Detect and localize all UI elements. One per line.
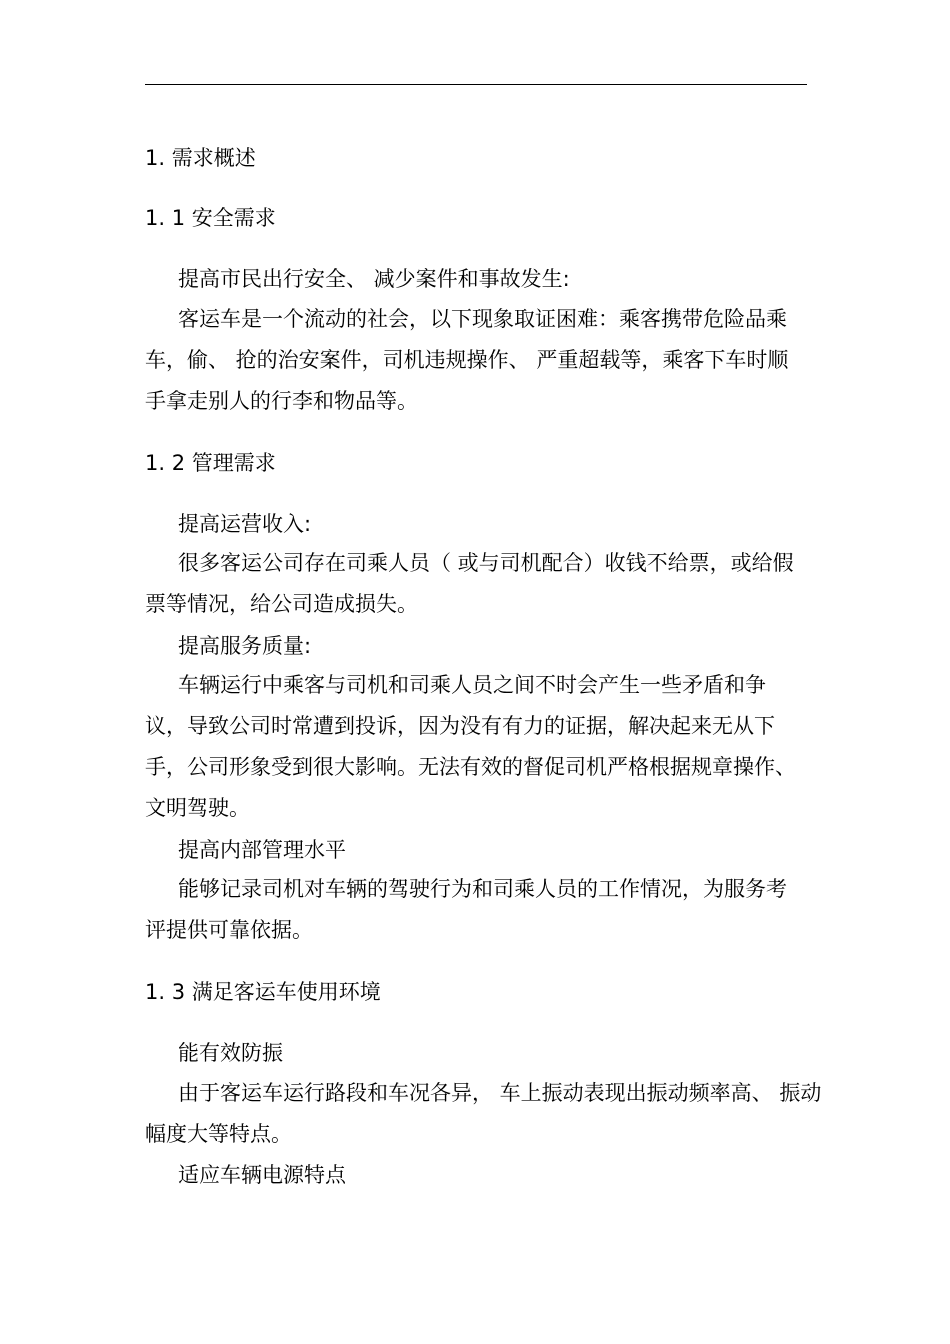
paragraph-service: 车辆运行中乘客与司机和司乘人员之间不时会产生一些矛盾和争议，导致公司时常遭到投诉，因为没有有力的证据，解决起来无从下手，公司形象受到很大影响。无法有效的督促司机严格根据规章操作、 文明驾驶。 <box>145 673 796 820</box>
heading-1-1: 1. 1 安全需求 <box>145 206 276 230</box>
subheading-vibration: 能有效防振 <box>178 1041 283 1065</box>
heading-1: 1. 需求概述 <box>145 146 256 170</box>
subheading-safety: 提高市民出行安全、 减少案件和事故发生: <box>178 267 570 291</box>
paragraph-internal: 能够记录司机对车辆的驾驶行为和司乘人员的工作情况，为服务考评提供可靠依据。 <box>145 877 787 942</box>
paragraph-revenue: 很多客运公司存在司乘人员（ 或与司机配合）收钱不给票，或给假票等情况，给公司造成损失。 <box>145 551 794 616</box>
subheading-service: 提高服务质量: <box>178 634 312 658</box>
subheading-internal: 提高内部管理水平 <box>178 838 346 862</box>
header-rule <box>145 84 807 85</box>
paragraph-vibration: 由于客运车运行路段和车况各异， 车上振动表现出振动频率高、 振动幅度大等特点。 <box>145 1081 822 1146</box>
subheading-power: 适应车辆电源特点 <box>178 1163 346 1187</box>
paragraph-safety: 客运车是一个流动的社会，以下现象取证困难：乘客携带危险品乘车，偷、 抢的治安案件，司机违规操作、 严重超载等，乘客下车时顺手拿走别人的行李和物品等。 <box>145 307 789 413</box>
heading-1-3: 1. 3 满足客运车使用环境 <box>145 980 381 1004</box>
subheading-revenue: 提高运营收入: <box>178 512 312 536</box>
heading-1-2: 1. 2 管理需求 <box>145 451 276 475</box>
